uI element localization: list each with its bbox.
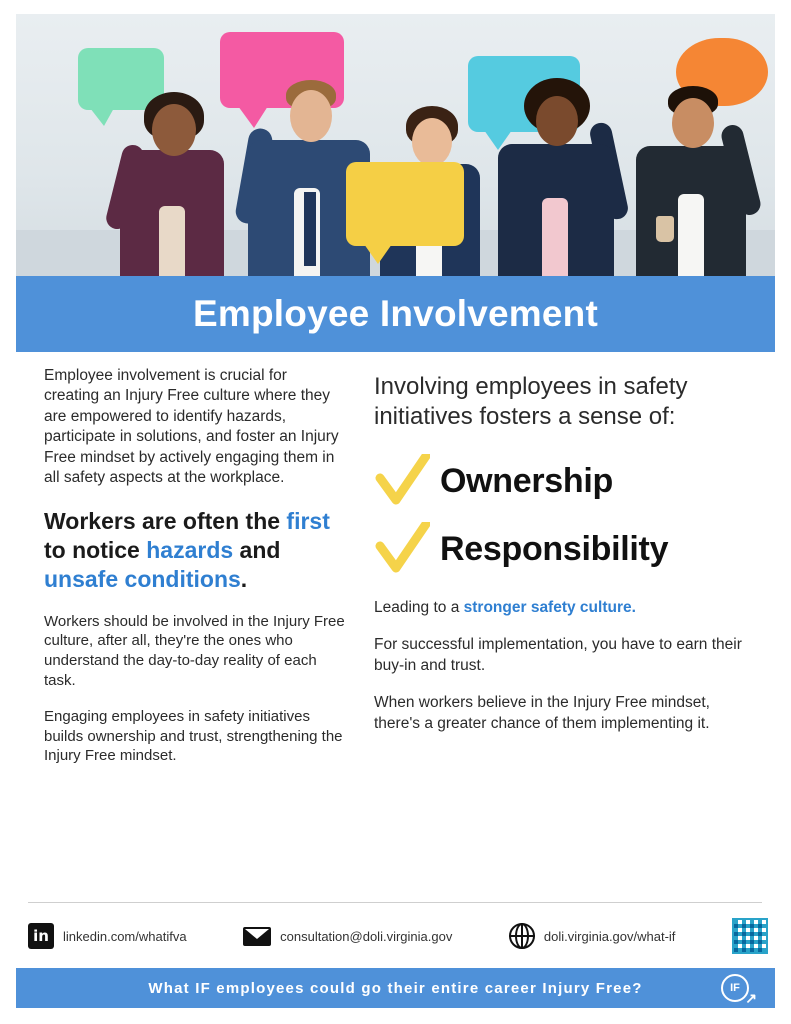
intro-paragraph: Employee involvement is crucial for creating an Injury Free culture where they are empowered to identify hazards, participate in solutions, and foster an Injury Free mindset by actively engaging them in all safety aspects at the workplace. <box>44 367 339 487</box>
coffee-cup <box>656 216 674 242</box>
contact-linkedin[interactable] <box>28 923 187 949</box>
checklist-item-ownership <box>374 454 754 508</box>
left-column <box>16 366 346 782</box>
headline-part-1: first <box>286 507 330 534</box>
checklist-item-responsibility <box>374 522 754 576</box>
checklist-label-responsibility: Responsibility <box>440 529 669 568</box>
speech-bubble-yellow <box>346 162 464 246</box>
contact-divider <box>28 902 762 903</box>
headline-part-3: hazards <box>146 536 234 563</box>
checklist-label-ownership: Ownership <box>440 461 613 500</box>
headline-part-5: unsafe conditions <box>44 565 241 592</box>
hero-photo <box>16 14 775 276</box>
headline-part-4: and <box>233 536 281 563</box>
email-text: consultation@doli.virginia.gov <box>280 928 453 944</box>
headline-part-2: to notice <box>44 536 147 563</box>
page-title: Employee Involvement <box>193 293 598 334</box>
arrow-up-right-icon: ↗ <box>745 990 757 1006</box>
leading-link: stronger safety culture. <box>463 599 636 617</box>
person-1 <box>112 86 232 276</box>
leading-line <box>374 598 754 619</box>
right-paragraph-2: When workers believe in the Injury Free mindset, there's a greater chance of them implementing it. <box>374 693 710 732</box>
headline-part-0: Workers are often the <box>44 507 287 534</box>
if-badge-icon: IF <box>721 974 749 1002</box>
right-paragraph-1: For successful implementation, you have to earn their buy-in and trust. <box>374 636 742 674</box>
contact-bar <box>28 914 768 958</box>
contact-website[interactable] <box>509 923 676 949</box>
person-5 <box>630 80 754 276</box>
headline-part-6: . <box>240 565 248 592</box>
footer-banner <box>16 968 775 1008</box>
envelope-icon <box>243 927 271 946</box>
check-mark-icon <box>374 454 430 508</box>
footer-tagline: What IF employees could go their entire career Injury Free? <box>148 979 643 997</box>
qr-code-icon[interactable] <box>732 918 768 954</box>
person-4 <box>490 76 622 276</box>
left-headline <box>44 507 346 594</box>
website-text: doli.virginia.gov/what-if <box>543 928 676 944</box>
check-mark-icon <box>374 522 430 576</box>
contact-email[interactable] <box>243 927 452 946</box>
right-column <box>374 366 754 782</box>
content-columns <box>16 366 775 782</box>
leading-prefix: Leading to a <box>374 599 464 617</box>
linkedin-icon: in <box>28 923 54 949</box>
left-paragraph-2: Workers should be involved in the Injury Free culture, after all, they're the ones who understand the day-to-day reality of each task. <box>44 612 345 690</box>
left-paragraph-3: Engaging employees in safety initiatives builds ownership and trust, strengthening the Injury Free mindset. <box>44 707 343 765</box>
title-banner <box>16 276 775 352</box>
globe-icon <box>509 923 535 949</box>
linkedin-text: linkedin.com/whatifva <box>63 928 187 944</box>
right-heading: Involving employees in safety initiatives fosters a sense of: <box>374 373 688 431</box>
